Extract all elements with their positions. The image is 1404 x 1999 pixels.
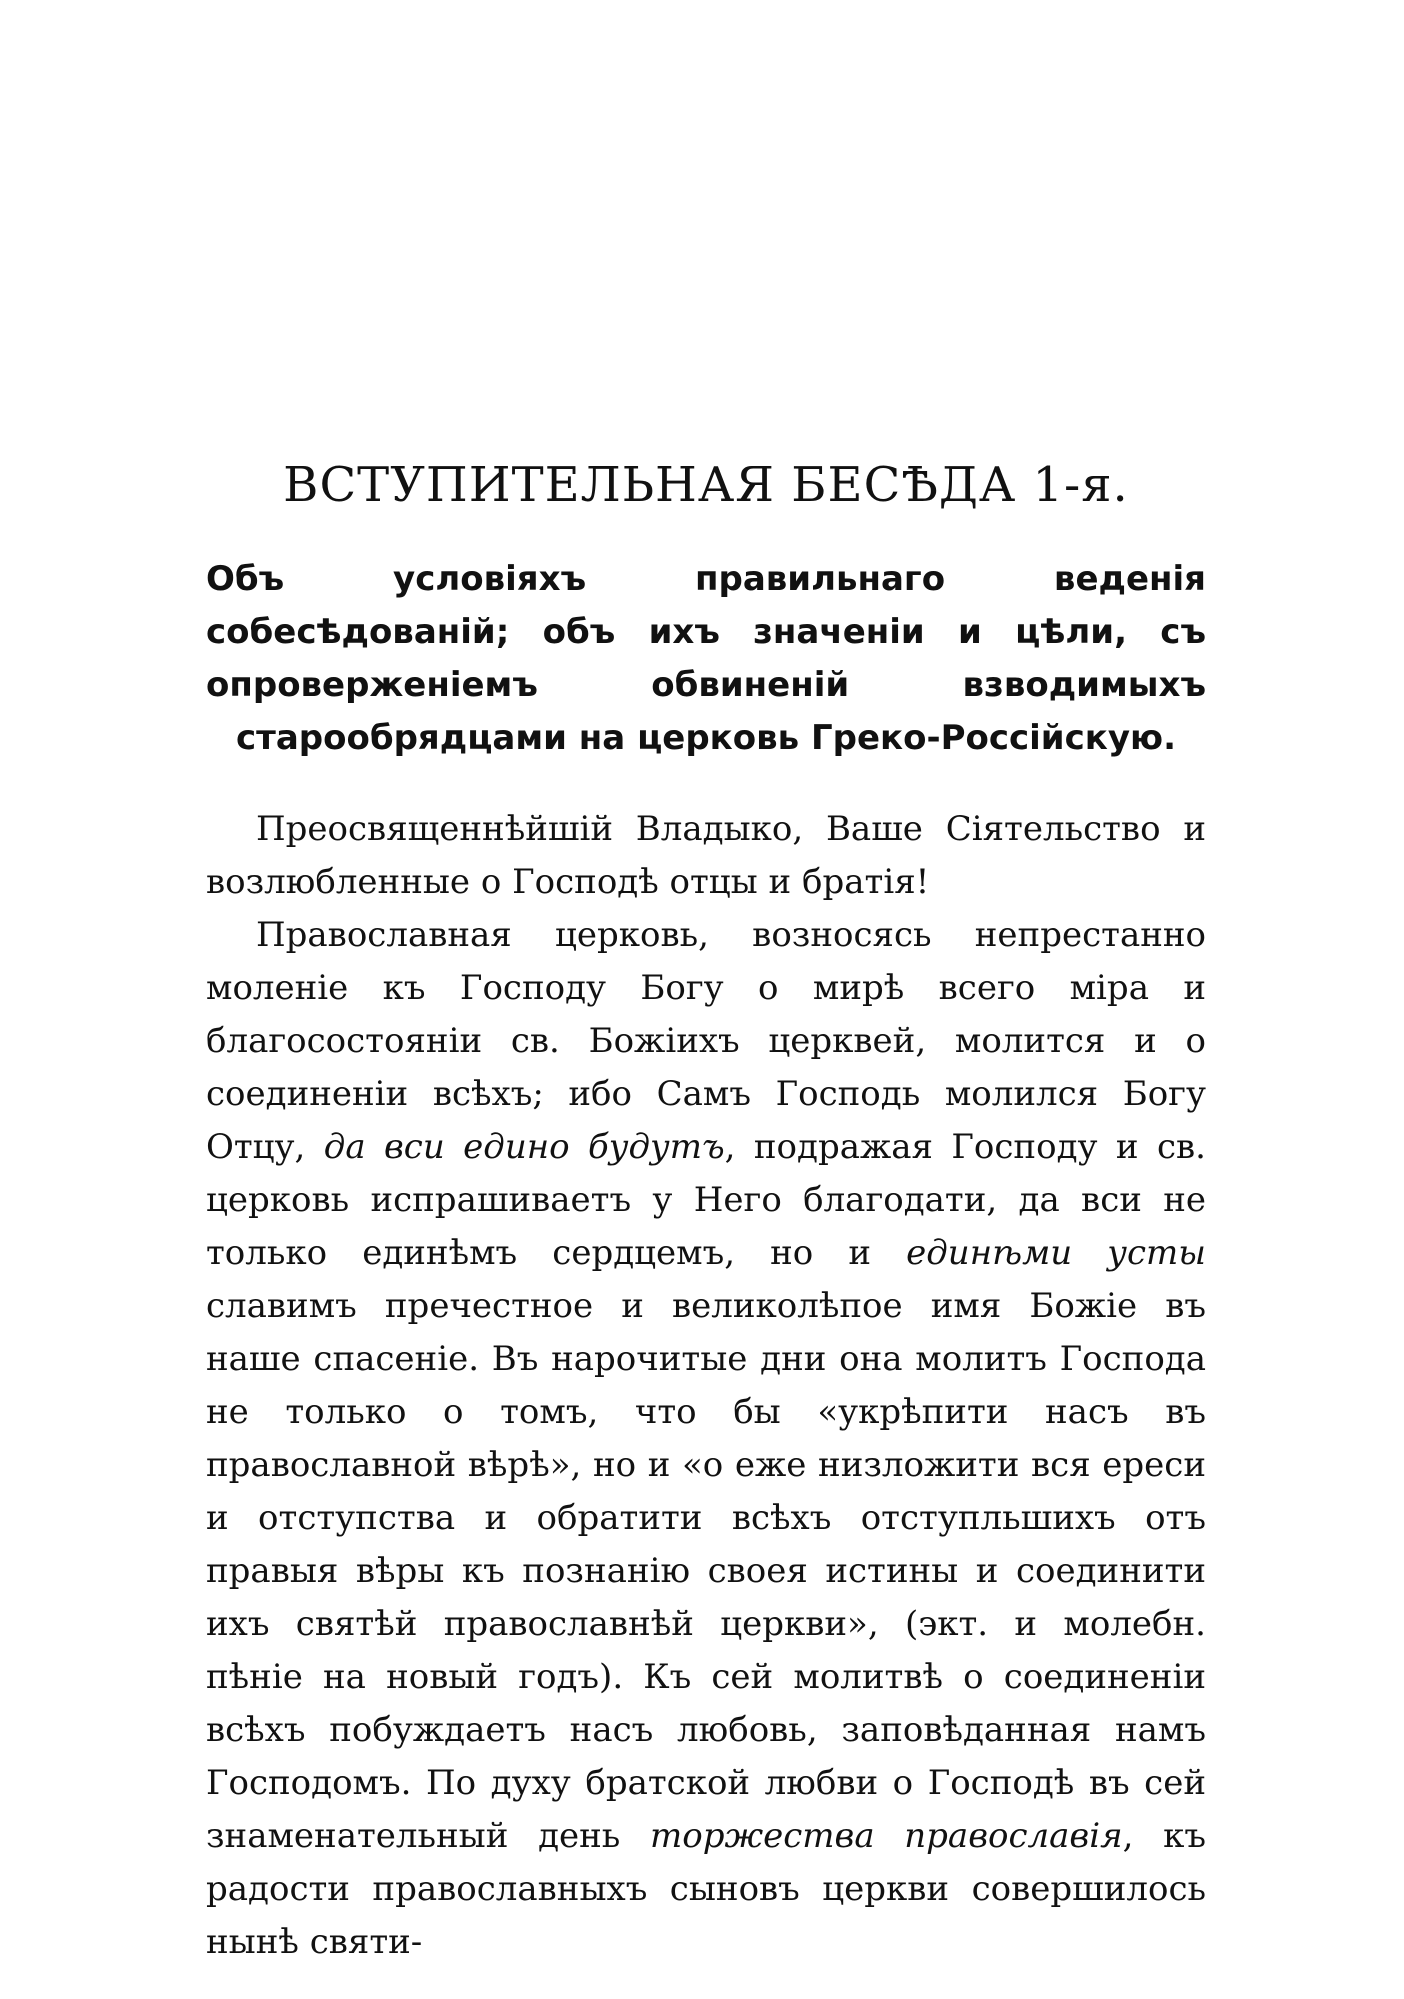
text-run: Православная церковь, возносясь непрестанно моленіе къ Господу Богу о мирѣ всего міра и благосостояніи св. Божіихъ церквей, молится и о соединеніи всѣхъ; ибо Самъ Господь молился Богу Отцу, xyxy=(206,915,1206,1167)
chapter-subtitle: Объ условіяхъ правильнаго веденія собесѣдованій; объ ихъ значеніи и цѣли, съ опроверженіемъ обвиненій взводимыхъ старообрядцами на церковь Греко-Россійскую. xyxy=(206,559,1206,758)
body-text xyxy=(206,803,1206,1969)
greeting-paragraph: Преосвященнѣйшій Владыко, Ваше Сіятельство и возлюбленные о Господѣ отцы и братія! xyxy=(206,809,1206,902)
italic-quote: да вси едино будутъ xyxy=(323,1127,725,1167)
text-run: славимъ пречестное и великолѣпое имя Божіе въ наше спасеніе. Въ нарочитые дни она молитъ Господа не только о томъ, что бы «укрѣпити насъ въ православной вѣрѣ», но и «о еже низложити вся ереси и отступства и обратити всѣхъ отступльшихъ отъ правыя вѣры къ познанію своея истины и соединити ихъ святѣй православнѣй церкви», (экт. и молебн. пѣніе на новый годъ). Къ сей молитвѣ о соединеніи всѣхъ побуждаетъ насъ любовь, заповѣданная намъ Господомъ. По духу братской любви о Господѣ въ сей знаменательный день xyxy=(206,1286,1206,1856)
italic-quote: торжества православія xyxy=(650,1816,1123,1856)
main-paragraph xyxy=(206,909,1206,1969)
document-page xyxy=(206,455,1206,1969)
text-run: , къ радости православныхъ сыновъ церкви совершилось нынѣ святи- xyxy=(206,1816,1206,1962)
text-run: , подражая Господу и св. церковь испрашиваетъ у Него благодати, да вси не только единѣмъ сердцемъ, но и xyxy=(206,1127,1206,1273)
italic-quote: единѣми усты xyxy=(906,1233,1206,1273)
chapter-title: ВСТУПИТЕЛЬНАЯ БЕСѢДА 1-я. xyxy=(283,457,1129,513)
